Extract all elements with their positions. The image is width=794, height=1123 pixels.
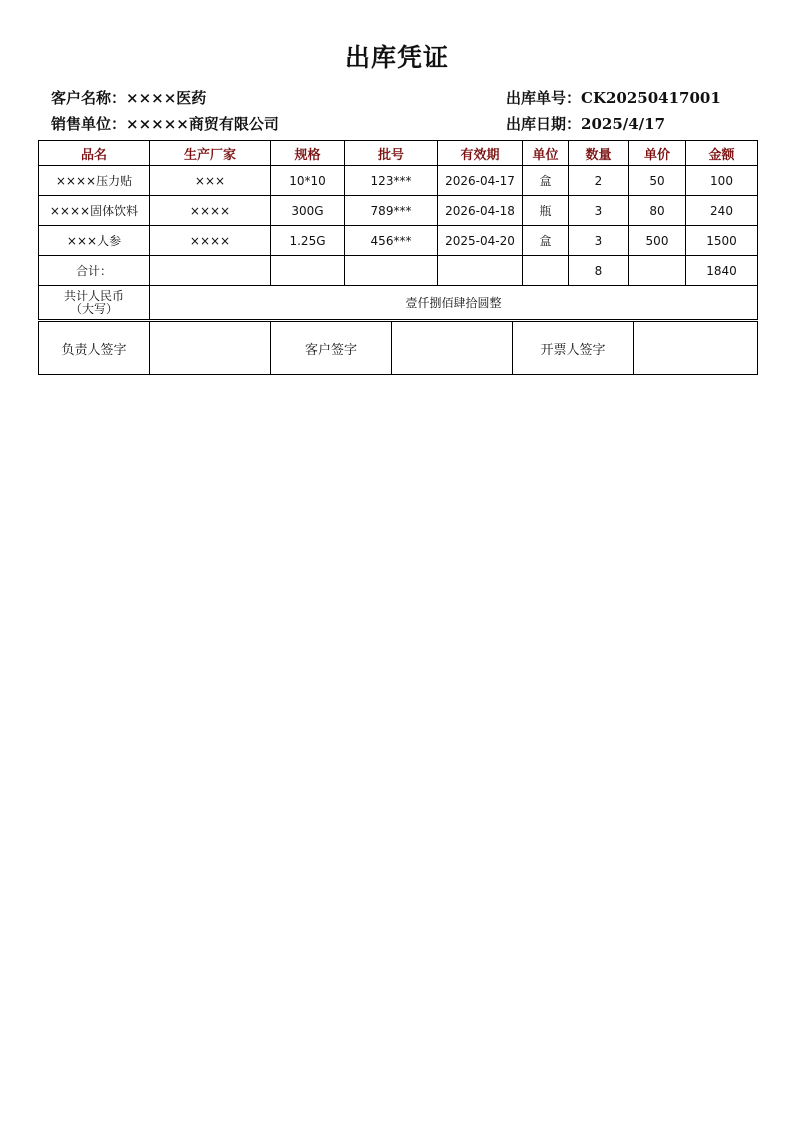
cell-amount: 240 [686,196,758,226]
amount-in-words-value: 壹仟捌佰肆拾圆整 [150,286,758,320]
customer-name-value: ××××医药 [126,89,207,107]
cell-amount: 1500 [686,226,758,256]
total-quantity: 8 [569,256,629,286]
total-empty-cell [271,256,345,286]
cell-manufacturer: ×××× [150,196,271,226]
column-header-spec: 规格 [271,141,345,166]
customer-signature-field[interactable] [392,322,513,375]
total-empty-cell [345,256,438,286]
cell-product: ××××固体饮料 [39,196,150,226]
seller-unit-field [51,113,279,134]
cell-manufacturer: ××× [150,166,271,196]
signature-table [38,321,758,375]
table-row [39,226,758,256]
issuer-signature-label: 开票人签字 [513,322,634,375]
total-label: 合计： [39,256,150,286]
cell-product: ×××人参 [39,226,150,256]
cell-unit-price: 50 [629,166,686,196]
amount-in-words-label-line2: （大写） [69,301,118,316]
table-row [39,166,758,196]
seller-unit-value: ×××××商贸有限公司 [126,115,279,133]
column-header-batch: 批号 [345,141,438,166]
cell-manufacturer: ×××× [150,226,271,256]
amount-in-words-label [39,286,150,320]
amount-in-words-label-line1: 共计人民币 [63,288,124,303]
cell-expiry: 2025-04-20 [438,226,523,256]
total-empty-cell [629,256,686,286]
outbound-date-label: 出库日期： [506,115,582,133]
responsible-signature-label: 负责人签字 [39,322,150,375]
column-header-unit: 单位 [523,141,569,166]
table-header-row [39,141,758,166]
cell-product: ××××压力贴 [39,166,150,196]
cell-quantity: 3 [569,226,629,256]
customer-name-label: 客户名称： [51,89,127,107]
column-header-quantity: 数量 [569,141,629,166]
cell-batch: 456*** [345,226,438,256]
goods-table [38,140,758,320]
column-header-unit-price: 单价 [629,141,686,166]
column-header-manufacturer: 生产厂家 [150,141,271,166]
seller-unit-label: 销售单位： [51,115,127,133]
cell-batch: 123*** [345,166,438,196]
cell-spec: 1.25G [271,226,345,256]
cell-expiry: 2026-04-18 [438,196,523,226]
total-row [39,256,758,286]
customer-name-field [51,87,206,108]
outbound-date-field [506,113,665,134]
issuer-signature-field[interactable] [634,322,758,375]
order-number-value: CK20250417001 [581,89,721,107]
amount-in-words-row [39,286,758,320]
cell-unit: 盒 [523,166,569,196]
cell-unit-price: 500 [629,226,686,256]
column-header-expiry: 有效期 [438,141,523,166]
responsible-signature-field[interactable] [150,322,271,375]
cell-unit-price: 80 [629,196,686,226]
cell-spec: 10*10 [271,166,345,196]
signature-row [39,322,758,375]
cell-amount: 100 [686,166,758,196]
cell-expiry: 2026-04-17 [438,166,523,196]
cell-unit: 盒 [523,226,569,256]
customer-signature-label: 客户签字 [271,322,392,375]
total-empty-cell [523,256,569,286]
total-empty-cell [150,256,271,286]
total-amount: 1840 [686,256,758,286]
cell-spec: 300G [271,196,345,226]
cell-quantity: 3 [569,196,629,226]
order-number-label: 出库单号： [506,89,582,107]
total-empty-cell [438,256,523,286]
document-title: 出库凭证 [344,43,449,72]
order-number-field [506,87,721,108]
table-row [39,196,758,226]
outbound-date-value: 2025/4/17 [581,115,666,133]
column-header-product: 品名 [39,141,150,166]
cell-batch: 789*** [345,196,438,226]
cell-quantity: 2 [569,166,629,196]
cell-unit: 瓶 [523,196,569,226]
column-header-amount: 金额 [686,141,758,166]
